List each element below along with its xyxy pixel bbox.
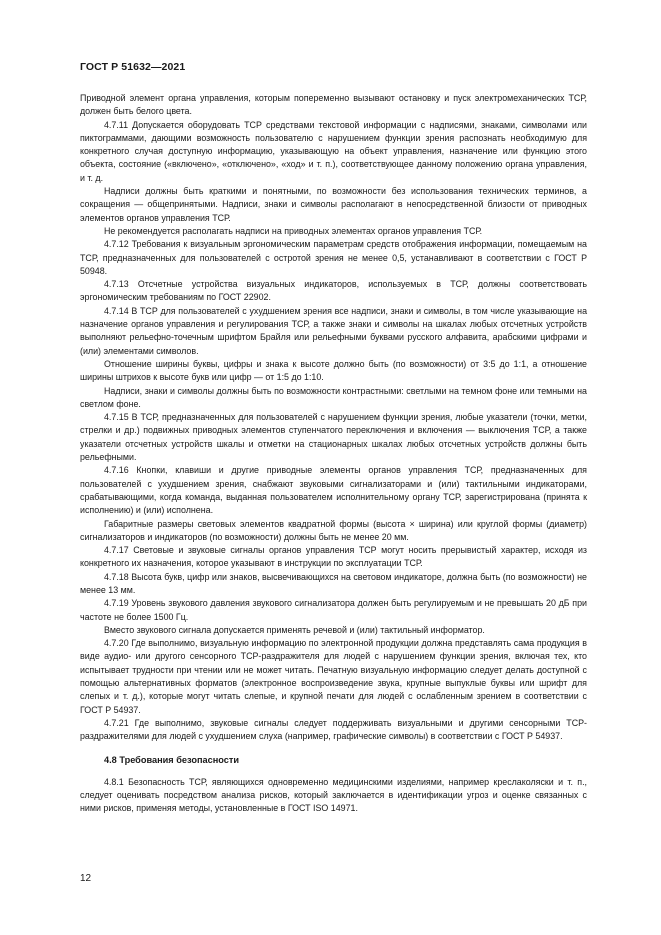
document-header: ГОСТ Р 51632—2021 — [80, 61, 186, 73]
document-body — [80, 92, 587, 815]
paragraph: 4.7.19 Уровень звукового давления звукового сигнализатора должен быть регулируемым и не превышать 20 дБ при частоте не более 1500 Гц. — [80, 598, 587, 622]
paragraph: 4.7.11 Допускается оборудовать ТСР средствами текстовой информации с надписями, знаками, символами или пиктограммами, дающими возможность пользователю с нарушением функции зрения распознать необходимую для конкретного случая доступную информацию, указывающую на объект управления, назначение или функцию этого объекта, состояние («включено», «отключено», «ход» и т. п.), соответствующее данному положению органа управления, и т. д. — [80, 119, 587, 183]
paragraph: 4.7.16 Кнопки, клавиши и другие приводные элементы органов управления ТСР, предназначенных для пользователей с ухудшением зрения, снабжают звуковыми сигнализаторами и (или) тактильными индикаторами, срабатывающими, когда команда, выданная пользователем исполнительному органу ТСР, зарегистрирована (принята к исполнению) и (или) исполнена. — [80, 465, 587, 516]
paragraph: Отношение ширины буквы, цифры и знака к высоте должно быть (по возможности) от 3:5 до 1:1, а отношение ширины штрихов к высоте букв или цифр — от 1:5 до 1:10. — [80, 358, 587, 383]
paragraph-list — [80, 92, 587, 744]
paragraph: Надписи, знаки и символы должны быть по возможности контрастными: светлыми на темном фоне или темными на светлом фоне. — [80, 385, 587, 409]
section-paragraph-list — [80, 776, 587, 816]
paragraph: Приводной элемент органа управления, которым попеременно вызывают остановку и пуск электромеханических ТСР, должен быть белого цвета. — [80, 93, 587, 117]
page-number: 12 — [80, 873, 92, 884]
paragraph: Не рекомендуется располагать надписи на приводных элементах органов управления ТСР. — [104, 225, 483, 236]
paragraph: 4.8.1 Безопасность ТСР, являющихся одновременно медицинскими изделиями, например креслаколяски и т. п., следует оценивать посредством анализа рисков, который заключается в идентификации угроз и оценке связанных с ними рисков, применяя методы, установленные в ГОСТ ISO 14971. — [80, 776, 587, 814]
section-heading: 4.8 Требования безопасности — [104, 754, 240, 765]
paragraph: 4.7.17 Световые и звуковые сигналы органов управления ТСР могут носить прерывистый характер, исходя из конкретного их назначения, которое указывают в инструкции по эксплуатации ТСР. — [80, 545, 587, 569]
paragraph: 4.7.20 Где выполнимо, визуальную информацию по электронной продукции должна представлять сама продукция в виде аудио- или другого сенсорного ТСР-раздражителя для людей с нарушением функции зрения, включая тех, кто испытывает трудности при чтении или не может читать. Печатную визуальную информацию следует делать доступной с помощью альтернативных форматов (электронное воспроизведение звука, крупные выпуклые буквы или шрифт для слепых и т. д.), которые могут читать слепые, и крупной печати для людей с ослабленным зрением в соответствии с ГОСТ Р 54937. — [80, 638, 587, 715]
paragraph: 4.7.13 Отсчетные устройства визуальных индикаторов, используемых в ТСР, должны соответствовать эргономическим требованиям по ГОСТ 22902. — [80, 279, 587, 303]
paragraph: 4.7.12 Требования к визуальным эргономическим параметрам средств отображения информации, помещаемым на ТСР, предназначенных для пользователей с остротой зрения не менее 0,5, устанавливают в соответствии с ГОСТ Р 50948. — [80, 239, 587, 276]
paragraph: 4.7.14 В ТСР для пользователей с ухудшением зрения все надписи, знаки и символы, в том числе указывающие на назначение органов управления и регулирования ТСР, а также знаки и символы на шкалах любых отсчетных устройств выполняют рельефно-точечным шрифтом Брайля или рельефными буквами русского алфавита, арабскими цифрами и (или) элементами символов. — [80, 305, 587, 356]
paragraph: 4.7.18 Высота букв, цифр или знаков, высвечивающихся на световом индикаторе, должна быть (по возможности) не менее 13 мм. — [80, 571, 587, 595]
paragraph: Вместо звукового сигнала допускается применять речевой и (или) тактильный информатор. — [104, 624, 485, 635]
paragraph: 4.7.15 В ТСР, предназначенных для пользователей с нарушением функции зрения, любые указатели (точки, метки, стрелки и др.) подвижных приводных элементов ступенчатого переключения и включения — выключения ТСР, а также указатели отсчетных устройств шкалы и отметки на стационарных шкалах любых отсчетных устройств должны быть рельефными. — [80, 412, 587, 463]
paragraph: Габаритные размеры световых элементов квадратной формы (высота × ширина) или круглой формы (диаметр) сигнализаторов и индикаторов (по возможности) должны быть не менее 20 мм. — [80, 518, 587, 542]
paragraph: Надписи должны быть краткими и понятными, по возможности без использования технических терминов, а сокращения — общепринятыми. Надписи, знаки и символы располагают в непосредственной близости от приводных элементов органов управления ТСР. — [80, 186, 587, 223]
paragraph: 4.7.21 Где выполнимо, звуковые сигналы следует поддерживать визуальными и другими сенсорными ТСР-раздражителями для людей с ухудшением слуха (например, графические символы) в соответствии с ГОСТ Р 54937. — [80, 717, 587, 742]
